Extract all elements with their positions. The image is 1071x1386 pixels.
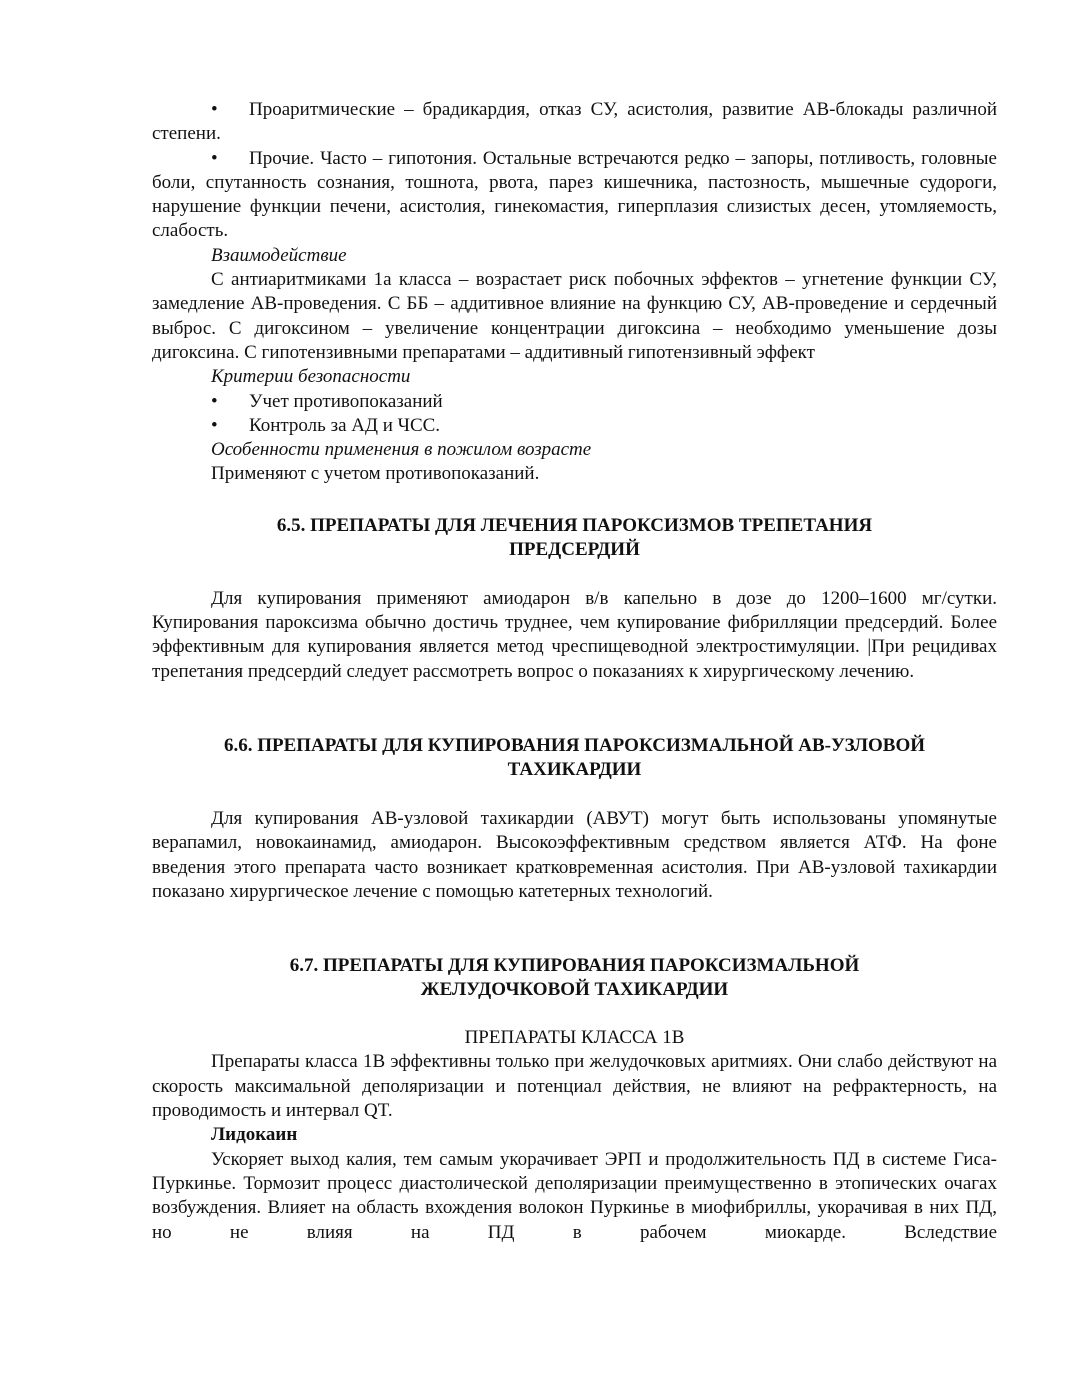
- list-item-text: Проаритмические – брадикардия, отказ СУ, асистолия, развитие АВ-блокады различной степени.: [152, 99, 997, 145]
- list-item-text: Прочие. Часто – гипотония. Остальные встречаются редко – запоры, потливость, головные боли, спутанность сознания, тошнота, рвота, парез кишечника, пастозность, мышечные судороги, нарушение функции печени, асистолия, гинекомастия, гиперплазия слизистых десен, утомляемость, слабость.: [152, 147, 997, 242]
- bullet-marker: •: [211, 390, 218, 412]
- interaction-paragraph: С антиаритмиками 1а класса – возрастает риск побочных эффектов – угнетение функции СУ, замедление АВ-проведения. С ББ – аддитивное влияние на функцию СУ, АВ-проведение и сердечный выброс. С дигоксином – увеличение концентрации дигоксина – необходимо уменьшение дозы дигоксина. С гипотензивными препаратами – аддитивный гипотензивный эффект: [152, 269, 997, 363]
- bullet-marker: •: [211, 414, 218, 436]
- bullet-marker: •: [211, 147, 218, 169]
- list-item-text: Учет противопоказаний: [249, 390, 443, 412]
- drug-name-heading: Лидокаин: [211, 1124, 298, 1146]
- section-6-6-title: 6.6. ПРЕПАРАТЫ ДЛЯ КУПИРОВАНИЯ ПАРОКСИЗМАЛЬНОЙ АВ-УЗЛОВОЙ ТАХИКАРДИИ: [223, 734, 926, 780]
- drug-description-paragraph: Ускоряет выход калия, тем самым укорачивает ЭРП и продолжительность ПД в системе Гиса-Пуркинье. Тормозит процесс диастолической деполяризации преимущественно в этопических очагах возбуждения. Влияет на область вхождения волокон Пуркинье в миофибриллы, укорачивая в них ПД, но не влияя на ПД в рабочем миокарде. Вследствие: [152, 1148, 997, 1243]
- list-item: [152, 147, 997, 244]
- list-item: [152, 414, 997, 438]
- section-6-6-paragraph: Для купирования АВ-узловой тахикардии (АВУТ) могут быть использованы упомянутые верапамил, новокаинамид, амиодарон. Высокоэффективным средством является АТФ. На фоне введения этого препарата часто возникает кратковременная асистолия. При АВ-узловой тахикардии показано хирургическое лечение с помощью катетерных технологий.: [152, 807, 997, 902]
- interaction-heading: Взаимодействие: [211, 244, 347, 266]
- section-6-7-paragraph: Препараты класса 1В эффективны только при желудочковых аритмиях. Они слабо действуют на скорость максимальной деполяризации и потенциал действия, не влияют на рефрактерность, на проводимость и интервал QT.: [152, 1051, 997, 1122]
- list-item: [152, 98, 997, 147]
- section-6-7-title: 6.7. ПРЕПАРАТЫ ДЛЯ КУПИРОВАНИЯ ПАРОКСИЗМАЛЬНОЙ ЖЕЛУДОЧКОВОЙ ТАХИКАРДИИ: [289, 955, 860, 1001]
- bullet-marker: •: [211, 99, 218, 120]
- elderly-paragraph: Применяют с учетом противопоказаний.: [211, 463, 540, 485]
- document-page: [152, 98, 997, 1245]
- section-6-7-subtitle: ПРЕПАРАТЫ КЛАССА 1В: [464, 1027, 685, 1049]
- list-item-text: Контроль за АД и ЧСС.: [249, 414, 441, 436]
- section-6-5-title: 6.5. ПРЕПАРАТЫ ДЛЯ ЛЕЧЕНИЯ ПАРОКСИЗМОВ ТРЕПЕТАНИЯ ПРЕДСЕРДИЙ: [276, 514, 873, 560]
- list-item: [152, 390, 997, 414]
- safety-heading: Критерии безопасности: [211, 366, 411, 388]
- section-6-5-paragraph: Для купирования применяют амиодарон в/в капельно в дозе до 1200–1600 мг/сутки. Купирования пароксизма обычно достичь труднее, чем купирование фибрилляции предсердий. Более эффективным для купирования является метод чреспищеводной электростимуляции. |При рецидивах трепетания предсердий следует рассмотреть вопрос о показаниях к хирургическому лечению.: [152, 587, 997, 682]
- elderly-heading: Особенности применения в пожилом возрасте: [211, 439, 592, 461]
